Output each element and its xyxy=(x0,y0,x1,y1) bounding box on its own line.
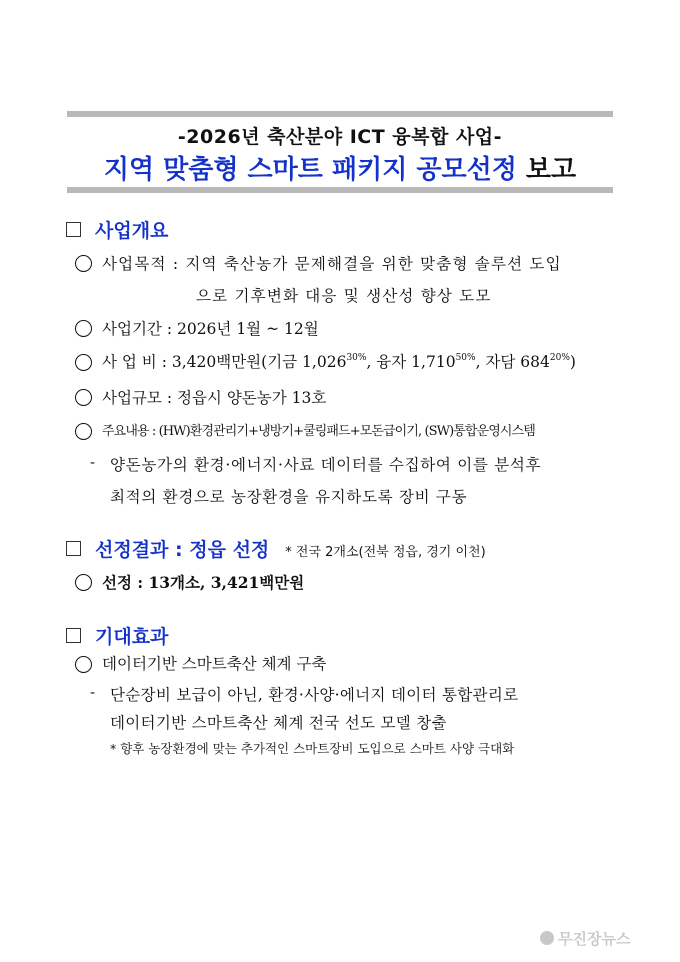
watermark: 무진장뉴스 xyxy=(540,928,630,949)
content-detail-line: 양돈농가의 환경·에너지·사료 데이터를 수집하여 이를 분석후 xyxy=(110,456,542,474)
content-line: 주요내용 : (HW)환경관리기+냉방기+쿨링패드+모돈급이기, (SW)통합운영시스템 xyxy=(102,424,535,439)
checkbox-square-icon xyxy=(66,541,81,556)
effect-detail-line-cont: 데이터기반 스마트축산 체계 전국 선도 모델 창출 xyxy=(110,714,447,732)
effect-note: * 향후 농장환경에 맞는 추가적인 스마트장비 도입으로 스마트 사양 극대화 xyxy=(110,741,515,756)
section-result-heading: 선정결과 : 정읍 선정 * 전국 2개소(전북 정읍, 경기 이천) xyxy=(66,535,486,562)
result-line: 선정 : 13개소, 3,421백만원 xyxy=(102,573,305,592)
checkbox-square-icon xyxy=(66,222,81,237)
section-overview-heading: 사업개요 xyxy=(66,216,168,243)
circle-bullet-icon xyxy=(75,320,92,337)
circle-bullet-icon xyxy=(75,423,92,440)
circle-bullet-icon xyxy=(75,255,92,272)
circle-bullet-icon xyxy=(75,354,92,371)
purpose-line-cont: 으로 기후변화 대응 및 생산성 향상 도모 xyxy=(196,287,492,305)
dash-bullet: - xyxy=(90,683,96,701)
result-note: * 전국 2개소(전북 정읍, 경기 이천) xyxy=(285,545,486,560)
header-bottom-rule xyxy=(67,187,613,193)
circle-bullet-icon xyxy=(75,389,92,406)
report-title-main: 지역 맞춤형 스마트 패키지 공모선정 xyxy=(103,155,517,185)
budget-line: 사 업 비 : 3,420백만원(기금 $1,026^{30\%}$, 융자 $1,710^{50\%}$, 자담 $684^{20\%}$) xyxy=(102,353,576,371)
section-effect-heading: 기대효과 xyxy=(66,622,168,649)
report-title xyxy=(0,149,680,186)
circle-bullet-icon xyxy=(75,656,92,673)
report-title-suffix: 보고 xyxy=(525,155,577,185)
watermark-logo-icon xyxy=(540,931,554,945)
circle-bullet-icon xyxy=(75,574,92,591)
effect-detail-line: 단순장비 보급이 아닌, 환경·사양·에너지 데이터 통합관리로 xyxy=(110,686,519,704)
scale-line: 사업규모 : 정읍시 양돈농가 13호 xyxy=(102,389,327,407)
period-line: 사업기간 : 2026년 1월 ~ 12월 xyxy=(102,320,319,338)
report-subtitle: -2026년 축산분야 ICT 융복합 사업- xyxy=(177,126,503,148)
content-detail-line-cont: 최적의 환경으로 농장환경을 유지하도록 장비 구동 xyxy=(110,488,468,506)
purpose-line: 사업목적 : 지역 축산농가 문제해결을 위한 맞춤형 솔루션 도입 xyxy=(102,255,562,273)
dash-bullet: - xyxy=(90,453,96,471)
checkbox-square-icon xyxy=(66,628,81,643)
header-top-rule xyxy=(67,111,613,117)
effect-line: 데이터기반 스마트축산 체계 구축 xyxy=(102,655,327,673)
